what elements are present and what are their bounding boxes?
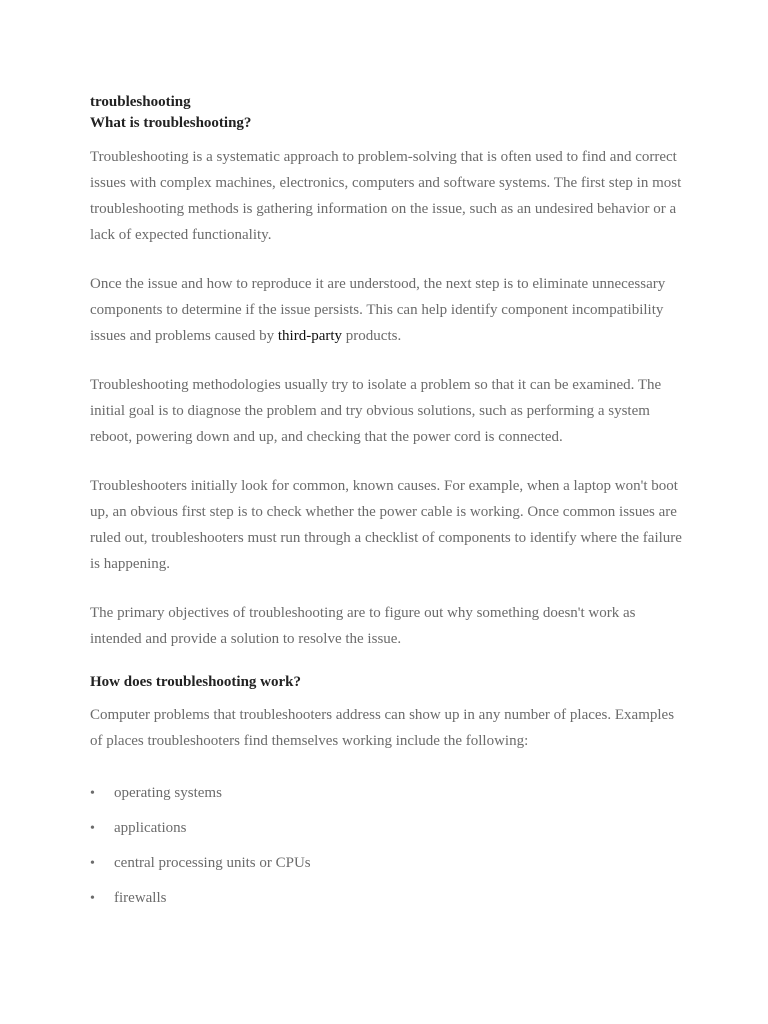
list-item-label: central processing units or CPUs xyxy=(114,855,311,871)
list-item-label: firewalls xyxy=(114,890,167,906)
list-item-label: applications xyxy=(114,820,187,836)
bullet-icon: • xyxy=(90,856,95,871)
third-party-link[interactable]: third-party xyxy=(277,328,343,344)
bullet-icon: • xyxy=(90,821,95,836)
paragraph-2-text-before: Once the issue and how to reproduce it are understood, the next step is to eliminate unnecessary components to determine if the issue persists. This can help identify component incompatibility issues and problems caused by xyxy=(90,276,666,344)
bullet-icon: • xyxy=(90,891,95,906)
list-item xyxy=(90,818,682,839)
document-title: troubleshooting xyxy=(90,94,191,110)
paragraph-6: Computer problems that troubleshooters address can show up in any number of places. Examples of places troubleshooters find themselves working include the following: xyxy=(90,707,675,749)
document-page xyxy=(90,92,682,909)
list-item-label: operating systems xyxy=(114,785,222,801)
list-item xyxy=(90,783,682,804)
paragraph-1: Troubleshooting is a systematic approach to problem-solving that is often used to find and correct issues with complex machines, electronics, computers and software systems. The first step in most troubleshooting methods is gathering information on the issue, such as an undesired behavior or a lack of expected functionality. xyxy=(90,149,682,243)
paragraph-3: Troubleshooting methodologies usually try to isolate a problem so that it can be examined. The initial goal is to diagnose the problem and try obvious solutions, such as performing a system reboot, powering down and up, and checking that the power cord is connected. xyxy=(90,377,662,445)
list-item xyxy=(90,853,682,874)
section-heading-how-it-works: How does troubleshooting work? xyxy=(90,674,301,690)
paragraph-4: Troubleshooters initially look for common, known causes. For example, when a laptop won't boot up, an obvious first step is to check whether the power cable is working. Once common issues are ruled out, troubleshooters must run through a checklist of components to identify where the failure is happening. xyxy=(90,478,682,572)
paragraph-2 xyxy=(90,271,682,349)
bullet-icon: • xyxy=(90,786,95,801)
paragraph-5: The primary objectives of troubleshooting are to figure out why something doesn't work as intended and provide a solution to resolve the issue. xyxy=(90,605,636,647)
section-heading-what-is: What is troubleshooting? xyxy=(90,115,252,131)
places-list xyxy=(90,783,682,909)
list-item xyxy=(90,888,682,909)
paragraph-2-text-after: products. xyxy=(342,328,402,344)
